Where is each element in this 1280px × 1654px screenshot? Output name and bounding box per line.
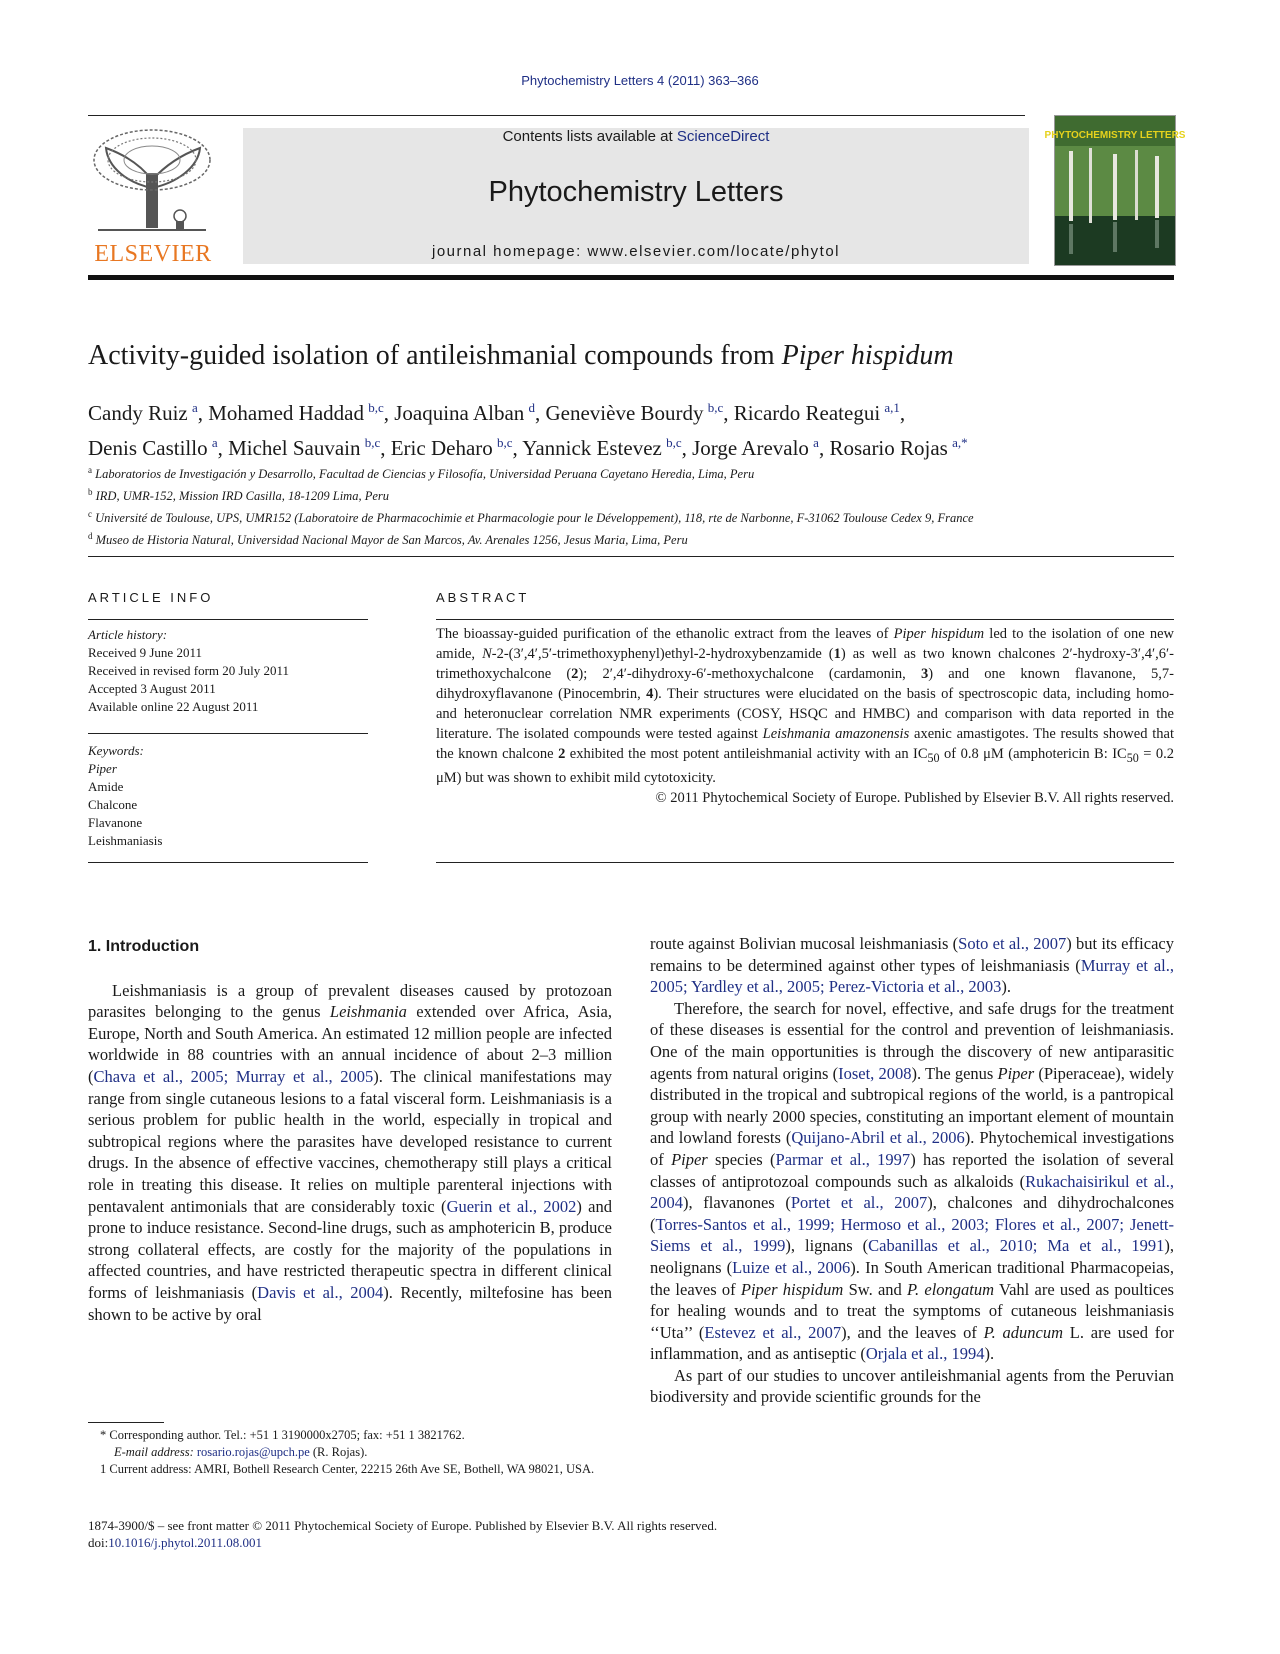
affiliation-key: d bbox=[88, 531, 93, 542]
citation-link[interactable]: Ioset, 2008 bbox=[838, 1063, 912, 1083]
footnote-current-address: 1 Current address: AMRI, Bothell Research Center, 22215 26th Ave SE, Bothell, WA 98021, USA. bbox=[100, 1462, 595, 1476]
author-list: Candy Ruiz $^a$, Mohamed Haddad $^{b,c}$, Joaquina Alban $^d$, Geneviève Bourdy $^{b,c}$, Ricardo Reategui $^{a,1}$, Denis Castillo $^a$, Michel Sauvain $^{b,c}$, Eric Deharo $^{b,c}$, Yannick Estevez $^{b,c}$, Jorge Arevalo $^a$, Rosario Rojas $^{a,*}$ bbox=[88, 400, 968, 460]
footnote-email bbox=[88, 1444, 612, 1461]
info-rule-top bbox=[88, 619, 368, 620]
author-affiliation-marker[interactable]: b,c bbox=[368, 400, 384, 415]
doi-prefix: doi: bbox=[88, 1535, 109, 1550]
citation-link[interactable]: Cabanillas et al., 2010; Ma et al., 1991 bbox=[868, 1236, 1165, 1256]
sciencedirect-link[interactable]: ScienceDirect bbox=[676, 128, 770, 145]
history-received: Received 9 June 2011 bbox=[88, 645, 202, 660]
abstract-rule-bottom bbox=[436, 862, 1174, 863]
keywords-label: Keywords: bbox=[88, 743, 144, 758]
history-label: Article history: bbox=[88, 627, 168, 642]
intro-paragraph: Therefore, the search for novel, effective, and safe drugs for the treatment of these diseases is essential for the control and prevention of leishmaniasis. One of the main opportunities is through the discovery of new antiparasitic agents from natural origins (Ioset, 2008). The genus Piper (Piperaceae), widely distributed in the tropical and subtropical regions of the world, is a pantropical group with nearly 2000 species, constituting an important element of mountain and lowland forests (Quijano-Abril et al., 2006). Phytochemical investigations of Piper species (Parmar et al., 1997) has reported the isolation of several classes of antiprotozoal compounds such as alkaloids (Rukachaisirikul et al., 2004), flavanones (Portet et al., 2007), chalcones and dihydrochalcones (Torres-Santos et al., 1999; Hermoso et al., 2003; Flores et al., 2007; Jenett-Siems et al., 1999), lignans (Cabanillas et al., 2010; Ma et al., 1991), neolignans (Luize et al., 2006). In South American traditional Pharmacopeias, the leaves of Piper hispidum Sw. and P. elongatum Vahl are used as poultices for healing wounds and to treat the symptoms of cutaneous leishmaniasis ‘‘Uta’’ (Estevez et al., 2007), and the leaves of P. aduncum L. are used for inflammation, and as antiseptic (Orjala et al., 1994). bbox=[650, 998, 1175, 1364]
intro-paragraph: As part of our studies to uncover antileishmanial agents from the Peruvian biodiversity and provide scientific grounds for the bbox=[650, 1365, 1174, 1407]
author-name: Eric Deharo bbox=[390, 436, 493, 460]
header-rule bbox=[88, 115, 1025, 116]
keyword-item: Amide bbox=[88, 779, 124, 794]
author-name: Mohamed Haddad bbox=[208, 401, 364, 425]
affiliation-key: c bbox=[88, 509, 92, 520]
author-name: Joaquina Alban bbox=[394, 401, 525, 425]
footnote-rule bbox=[88, 1422, 164, 1423]
section-rule bbox=[88, 556, 1174, 557]
abstract-text bbox=[436, 624, 1174, 808]
journal-banner bbox=[243, 128, 1029, 264]
footnote-corresponding: * Corresponding author. Tel.: +51 1 3190000x2705; fax: +51 1 3821762. bbox=[100, 1428, 465, 1442]
history-accepted: Accepted 3 August 2011 bbox=[88, 681, 216, 696]
elsevier-wordmark: ELSEVIER bbox=[94, 241, 212, 267]
contents-line bbox=[243, 128, 1029, 145]
doi-link[interactable]: 10.1016/j.phytol.2011.08.001 bbox=[108, 1535, 262, 1550]
email-suffix: (R. Rojas). bbox=[309, 1445, 368, 1459]
affiliation-key: a bbox=[88, 465, 92, 475]
abstract-copyright: © 2011 Phytochemical Society of Europe. Published by Elsevier B.V. All rights reserved. bbox=[655, 789, 1174, 806]
citation-link[interactable]: Parmar et al., 1997 bbox=[775, 1149, 911, 1169]
author-name: Denis Castillo bbox=[88, 436, 208, 460]
issn-line: 1874-3900/$ – see front matter © 2011 Phytochemical Society of Europe. Published by Elsevier B.V. All rights reserved. bbox=[88, 1518, 718, 1533]
info-rule-mid bbox=[88, 733, 368, 734]
author-name: Geneviève Bourdy bbox=[545, 401, 704, 425]
intro-paragraph: route against Bolivian mucosal leishmaniasis (Soto et al., 2007) but its efficacy remains to be determined against other types of leishmaniasis (Murray et al., 2005; Yardley et al., 2005; Perez-Victoria et al., 2003). bbox=[650, 934, 1174, 997]
affiliation-item: $^d$ Museo de Historia Natural, Universidad Nacional Mayor de San Marcos, Av. Arenales 1256, Jesus Maria, Lima, Peru bbox=[88, 531, 688, 548]
front-matter bbox=[88, 1517, 988, 1551]
citation-link[interactable]: Quijano-Abril et al., 2006 bbox=[791, 1128, 965, 1148]
citation-link[interactable]: Torres-Santos et al., 1999; Hermoso et al., 2003; Flores et al., 2007; Jenett-Siems et al., 1999 bbox=[650, 1214, 1174, 1256]
header-thick-rule bbox=[88, 275, 1174, 280]
keywords bbox=[88, 742, 368, 850]
author-affiliation-marker[interactable]: d bbox=[528, 400, 535, 415]
author-affiliation-marker[interactable]: b,c bbox=[364, 435, 381, 450]
author-name: Candy Ruiz bbox=[88, 401, 188, 425]
elsevier-logo bbox=[88, 128, 218, 268]
affiliation-item: $^b$ IRD, UMR-152, Mission IRD Casilla, 18-1209 Lima, Peru bbox=[88, 487, 390, 504]
email-label: E-mail address: bbox=[114, 1445, 197, 1459]
citation-link[interactable]: Estevez et al., 2007 bbox=[704, 1322, 842, 1342]
affiliation-key: b bbox=[88, 487, 93, 498]
abstract-heading: ABSTRACT bbox=[436, 590, 530, 605]
affiliation-item: $^c$ Université de Toulouse, UPS, UMR152 (Laboratoire de Pharmacochimie et Pharmacologie pour le Développement), 118, rte de Narbonne, F-31062 Toulouse Cedex 9, France bbox=[88, 509, 974, 526]
article-title-species: Piper hispidum bbox=[781, 340, 954, 371]
journal-title: Phytochemistry Letters bbox=[488, 176, 784, 208]
tree-icon bbox=[88, 128, 218, 236]
citation-link[interactable]: Murray et al., 2005; Yardley et al., 2005; Perez-Victoria et al., 2003 bbox=[650, 955, 1174, 997]
article-title-main: Activity-guided isolation of antileishmanial compounds from bbox=[88, 340, 782, 371]
keyword-item: Chalcone bbox=[88, 797, 138, 812]
citation-link[interactable]: Rukachaisirikul et al., 2004 bbox=[650, 1171, 1175, 1213]
history-online: Available online 22 August 2011 bbox=[88, 699, 259, 714]
info-rule-bottom bbox=[88, 862, 368, 863]
body-right-column bbox=[650, 933, 1174, 1408]
citation-link[interactable]: Portet et al., 2007 bbox=[790, 1193, 928, 1213]
author-name: Rosario Rojas bbox=[829, 436, 948, 460]
citation-link[interactable]: Chava et al., 2005; Murray et al., 2005 bbox=[93, 1066, 374, 1086]
affiliation-list bbox=[88, 461, 1178, 550]
contents-prefix: Contents lists available at bbox=[502, 128, 677, 145]
keyword-item: Piper bbox=[88, 761, 117, 776]
keyword-item: Flavanone bbox=[88, 815, 143, 830]
abstract-rule-top bbox=[436, 619, 1174, 620]
author-affiliation-marker[interactable]: b,c bbox=[496, 435, 513, 450]
history-revised: Received in revised form 20 July 2011 bbox=[88, 663, 289, 678]
intro-paragraph: Leishmaniasis is a group of prevalent diseases caused by protozoan parasites belonging to the genus Leishmania extended over Africa, Asia, Europe, North and South America. An estimated 12 million people are infected worldwide in 88 countries with an annual incidence of about 2–3 million (Chava et al., 2005; Murray et al., 2005). The clinical manifestations may range from single cutaneous lesions to a fatal visceral form. Leishmaniasis is a serious problem for public health in the world, especially in tropical and subtropical regions where the parasites have developed resistance to current drugs. In the absence of effective vaccines, chemotherapy still plays a critical role in treating this disease. It relies on multiple parenteral injections with pentavalent antimonials that are considerably toxic (Guerin et al., 2002) and prone to induce resistance. Second-line drugs, such as amphotericin B, produce strong collateral effects, are costly for the majority of the populations in affected countries, and have restricted therapeutic spectra in different clinical forms of leishmaniasis (Davis et al., 2004). Recently, miltefosine has been shown to be active by oral bbox=[88, 980, 612, 1324]
citation-link[interactable]: Orjala et al., 1994 bbox=[865, 1344, 985, 1364]
footnotes bbox=[88, 1427, 612, 1478]
author-affiliation-marker[interactable]: a,* bbox=[952, 435, 968, 450]
author-name: Jorge Arevalo bbox=[692, 436, 809, 460]
citation-link[interactable]: Guerin et al., 2002 bbox=[446, 1196, 577, 1216]
citation-link[interactable]: Soto et al., 2007 bbox=[958, 934, 1067, 953]
author-affiliation-marker[interactable]: a bbox=[813, 435, 819, 450]
author-name: Michel Sauvain bbox=[228, 436, 361, 460]
article-history bbox=[88, 626, 368, 716]
citation-link[interactable]: Davis et al., 2004 bbox=[257, 1282, 384, 1302]
author-name: Yannick Estevez bbox=[522, 436, 662, 460]
author-affiliation-marker[interactable]: a,1 bbox=[884, 400, 900, 415]
doi-line bbox=[88, 1534, 988, 1551]
affiliation-item: $^a$ Laboratorios de Investigación y Desarrollo, Facultad de Ciencias y Filosofía, Universidad Peruana Cayetano Heredia, Lima, Peru bbox=[88, 465, 755, 482]
article-title bbox=[88, 340, 954, 372]
author-affiliation-marker[interactable]: b,c bbox=[666, 435, 682, 450]
journal-homepage[interactable]: journal homepage: www.elsevier.com/locate/phytol bbox=[431, 243, 840, 260]
journal-reference[interactable]: Phytochemistry Letters 4 (2011) 363–366 bbox=[521, 73, 759, 88]
body-left-column bbox=[88, 936, 612, 1325]
keyword-item: Leishmaniasis bbox=[88, 833, 163, 848]
author-affiliation-marker[interactable]: a bbox=[211, 435, 218, 450]
author-name: Ricardo Reategui bbox=[733, 401, 881, 425]
cover-title: PHYTOCHEMISTRY LETTERS bbox=[1044, 130, 1186, 141]
citation-link[interactable]: Luize et al., 2006 bbox=[732, 1257, 851, 1277]
section-title: 1. Introduction bbox=[88, 938, 200, 955]
abstract-body: The bioassay-guided purification of the ethanolic extract from the leaves of Piper hispidum led to the isolation of one new amide, N-2-(3′,4′,5′-trimethoxyphenyl)ethyl-2-hydroxybenzamide (1) as well as two known chalcones 2′-hydroxy-3′,4′,6′-trimethoxychalcone (2); 2′,4′-dihydroxy-6′-methoxychalcone (cardamonin, 3) and one known flavanone, 5,7-dihydroxyflavanone (Pinocembrin, 4). Their structures were elucidated on the basis of spectroscopic data, including homo- and heteronuclear correlation NMR experiments (COSY, HSQC and HMBC) and comparison with data reported in the literature. The isolated compounds were tested against Leishmania amazonensis axenic amastigotes. The results showed that the known chalcone 2 exhibited the most potent antileishmanial activity with an $IC_{50}$ of 0.8 μM (amphotericin B: $IC_{50} = 0.2$ μM) but was shown to exhibit mild cytotoxicity. bbox=[436, 626, 1175, 786]
author-affiliation-marker[interactable]: a bbox=[191, 400, 198, 415]
author-affiliation-marker[interactable]: b,c bbox=[707, 400, 724, 415]
email-link[interactable]: rosario.rojas@upch.pe bbox=[196, 1445, 310, 1459]
article-info-heading: ARTICLE INFO bbox=[88, 590, 214, 605]
journal-cover-image bbox=[1044, 115, 1186, 266]
